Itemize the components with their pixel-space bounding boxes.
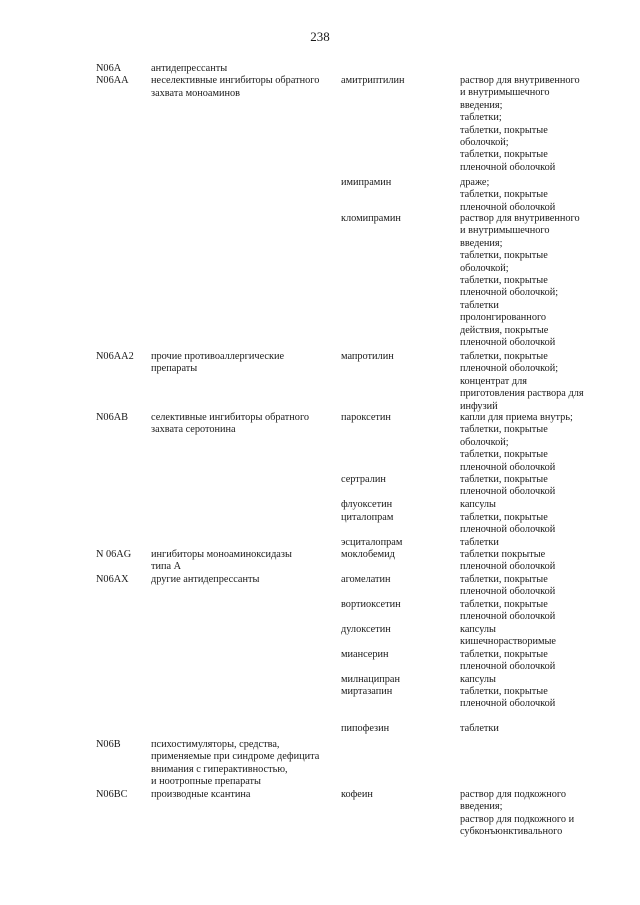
row-drug: флуоксетин bbox=[341, 499, 393, 510]
row-dosage-form: капсулы кишечнорастворимые bbox=[460, 624, 556, 648]
row-group: ингибиторы моноаминоксидазы типа А bbox=[151, 549, 292, 573]
row-group: прочие противоаллергические препараты bbox=[151, 351, 285, 375]
row-drug: милнаципран bbox=[341, 674, 401, 685]
row-dosage-form: таблетки, покрытые пленочной оболочкой bbox=[460, 686, 556, 710]
row-group: производные ксантина bbox=[151, 789, 251, 800]
row-group: психостимуляторы, средства, применяемые при синдроме дефицита внимания с гиперактивностью, и ноотропные препараты bbox=[151, 739, 320, 788]
row-dosage-form: раствор для внутривенного и внутримышечного введения; таблетки; таблетки, покрытые оболочкой; таблетки, покрытые пленочной оболочкой bbox=[460, 75, 580, 173]
row-dosage-form: таблетки, покрытые пленочной оболочкой bbox=[460, 649, 556, 673]
row-dosage-form: раствор для внутривенного и внутримышечного введения; таблетки, покрытые оболочкой; таблетки, покрытые пленочной оболочкой; таблетки пролонгированного действия, покрытые пленочной оболочкой bbox=[460, 213, 580, 349]
row-drug: пипофезин bbox=[341, 723, 390, 734]
row-dosage-form: таблетки покрытые пленочной оболочкой bbox=[460, 549, 556, 573]
row-drug: дулоксетин bbox=[341, 624, 391, 635]
row-drug: миансерин bbox=[341, 649, 389, 660]
row-drug: амитриптилин bbox=[341, 75, 405, 86]
row-drug: пароксетин bbox=[341, 412, 391, 423]
row-drug: моклобемид bbox=[341, 549, 395, 560]
row-dosage-form: капсулы bbox=[460, 499, 496, 510]
row-drug: миртазапин bbox=[341, 686, 393, 697]
row-drug: агомелатин bbox=[341, 574, 391, 585]
row-drug: циталопрам bbox=[341, 512, 394, 523]
row-group: антидепрессанты неселективные ингибиторы обратного захвата моноаминов bbox=[151, 63, 320, 99]
row-dosage-form: таблетки, покрытые пленочной оболочкой bbox=[460, 474, 556, 498]
row-drug: кломипрамин bbox=[341, 213, 401, 224]
row-code: N06AA2 bbox=[96, 351, 134, 362]
page-number: 238 bbox=[310, 29, 330, 44]
row-drug: кофеин bbox=[341, 789, 373, 800]
row-code: N06AX bbox=[96, 574, 129, 585]
row-code: N06A N06AA bbox=[96, 63, 129, 87]
row-dosage-form: драже; таблетки, покрытые пленочной оболочкой bbox=[460, 177, 556, 213]
row-dosage-form: капли для приема внутрь; таблетки, покрытые оболочкой; таблетки, покрытые пленочной оболочкой bbox=[460, 412, 573, 473]
row-group: селективные ингибиторы обратного захвата серотонина bbox=[151, 412, 310, 436]
row-drug: вортиоксетин bbox=[341, 599, 401, 610]
row-dosage-form: таблетки bbox=[460, 723, 499, 734]
row-drug: эсциталопрам bbox=[341, 537, 403, 548]
row-dosage-form: раствор для подкожного введения; раствор для подкожного и субконъюнктивального bbox=[460, 789, 575, 838]
row-dosage-form: таблетки, покрытые пленочной оболочкой bbox=[460, 599, 556, 623]
row-group: другие антидепрессанты bbox=[151, 574, 260, 585]
row-drug: имипрамин bbox=[341, 177, 392, 188]
row-dosage-form: капсулы bbox=[460, 674, 496, 685]
row-dosage-form: таблетки, покрытые пленочной оболочкой bbox=[460, 512, 556, 536]
row-code: N06AB bbox=[96, 412, 129, 423]
row-dosage-form: таблетки, покрытые пленочной оболочкой bbox=[460, 574, 556, 598]
row-drug: мапротилин bbox=[341, 351, 394, 362]
row-code: N 06AG bbox=[96, 549, 132, 560]
row-code: N06BC bbox=[96, 789, 128, 800]
row-dosage-form: таблетки bbox=[460, 537, 499, 548]
row-drug: сертралин bbox=[341, 474, 386, 485]
row-dosage-form: таблетки, покрытые пленочной оболочкой; концентрат для приготовления раствора для инфузий bbox=[460, 351, 584, 412]
row-code: N06B bbox=[96, 739, 121, 750]
